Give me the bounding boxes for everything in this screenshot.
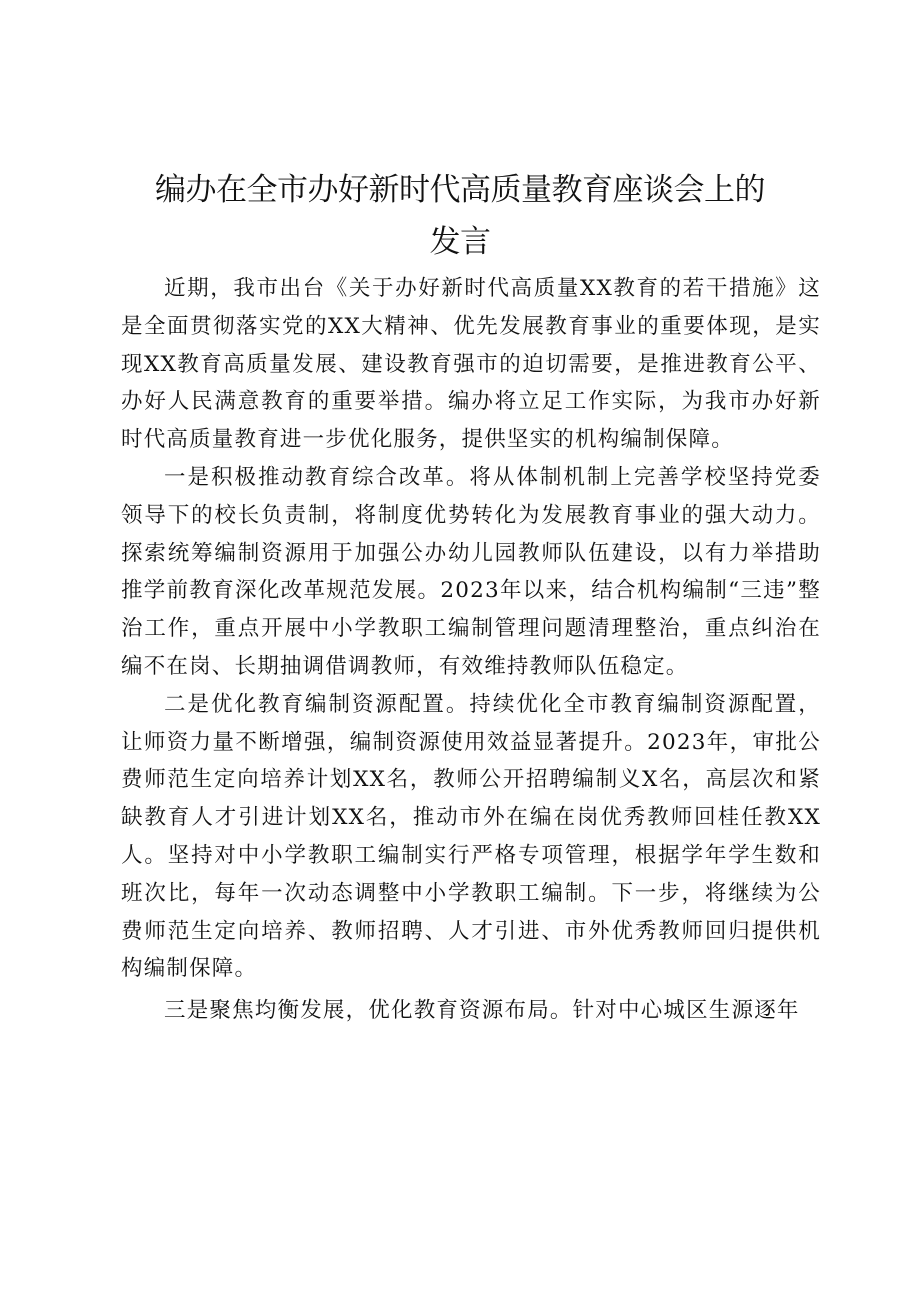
paragraph-intro: 近期，我市出台《关于办好新时代高质量XX教育的若干措施》这是全面贯彻落实党的XX大精神、优先发展教育事业的重要体现，是实现XX教育高质量发展、建设教育强市的迫切需要，是推进教育公平、办好人民满意教育的重要举措。编办将立足工作实际，为我市办好新时代高质量教育进一步优化服务，提供坚实的机构编制保障。 <box>121 276 821 453</box>
document-title-line-1: 编办在全市办好新时代高质量教育座谈会上的 <box>155 172 765 208</box>
document-title-line-2: 发言 <box>429 224 491 260</box>
paragraph-point-two: 二是优化教育编制资源配置。持续优化全市教育编制资源配置，让师资力量不断增强，编制资源使用效益显著提升。2023年，审批公费师范生定向培养计划XX名，教师公开招聘编制义X名，高层次和紧缺教育人才引进计划XX名，推动市外在编在岗优秀教师回桂任教XX人。坚持对中小学教职工编制实行严格专项管理，根据学年学生数和班次比，每年一次动态调整中小学教职工编制。下一步，将继续为公费师范生定向培养、教师招聘、人才引进、市外优秀教师回归提供机构编制保障。 <box>121 691 821 982</box>
document-body <box>121 270 821 1030</box>
paragraph-point-one: 一是积极推动教育综合改革。将从体制机制上完善学校坚持党委领导下的校长负责制，将制度优势转化为发展教育事业的强大动力。探索统筹编制资源用于加强公办幼儿园教师队伍建设，以有力举措助推学前教育深化改革规范发展。2023年以来，结合机构编制“三违”整治工作，重点开展中小学教职工编制管理问题清理整治，重点纠治在编不在岗、长期抽调借调教师，有效维持教师队伍稳定。 <box>121 464 821 679</box>
paragraph-point-three: 三是聚焦均衡发展，优化教育资源布局。针对中心城区生源逐年 <box>164 998 800 1024</box>
